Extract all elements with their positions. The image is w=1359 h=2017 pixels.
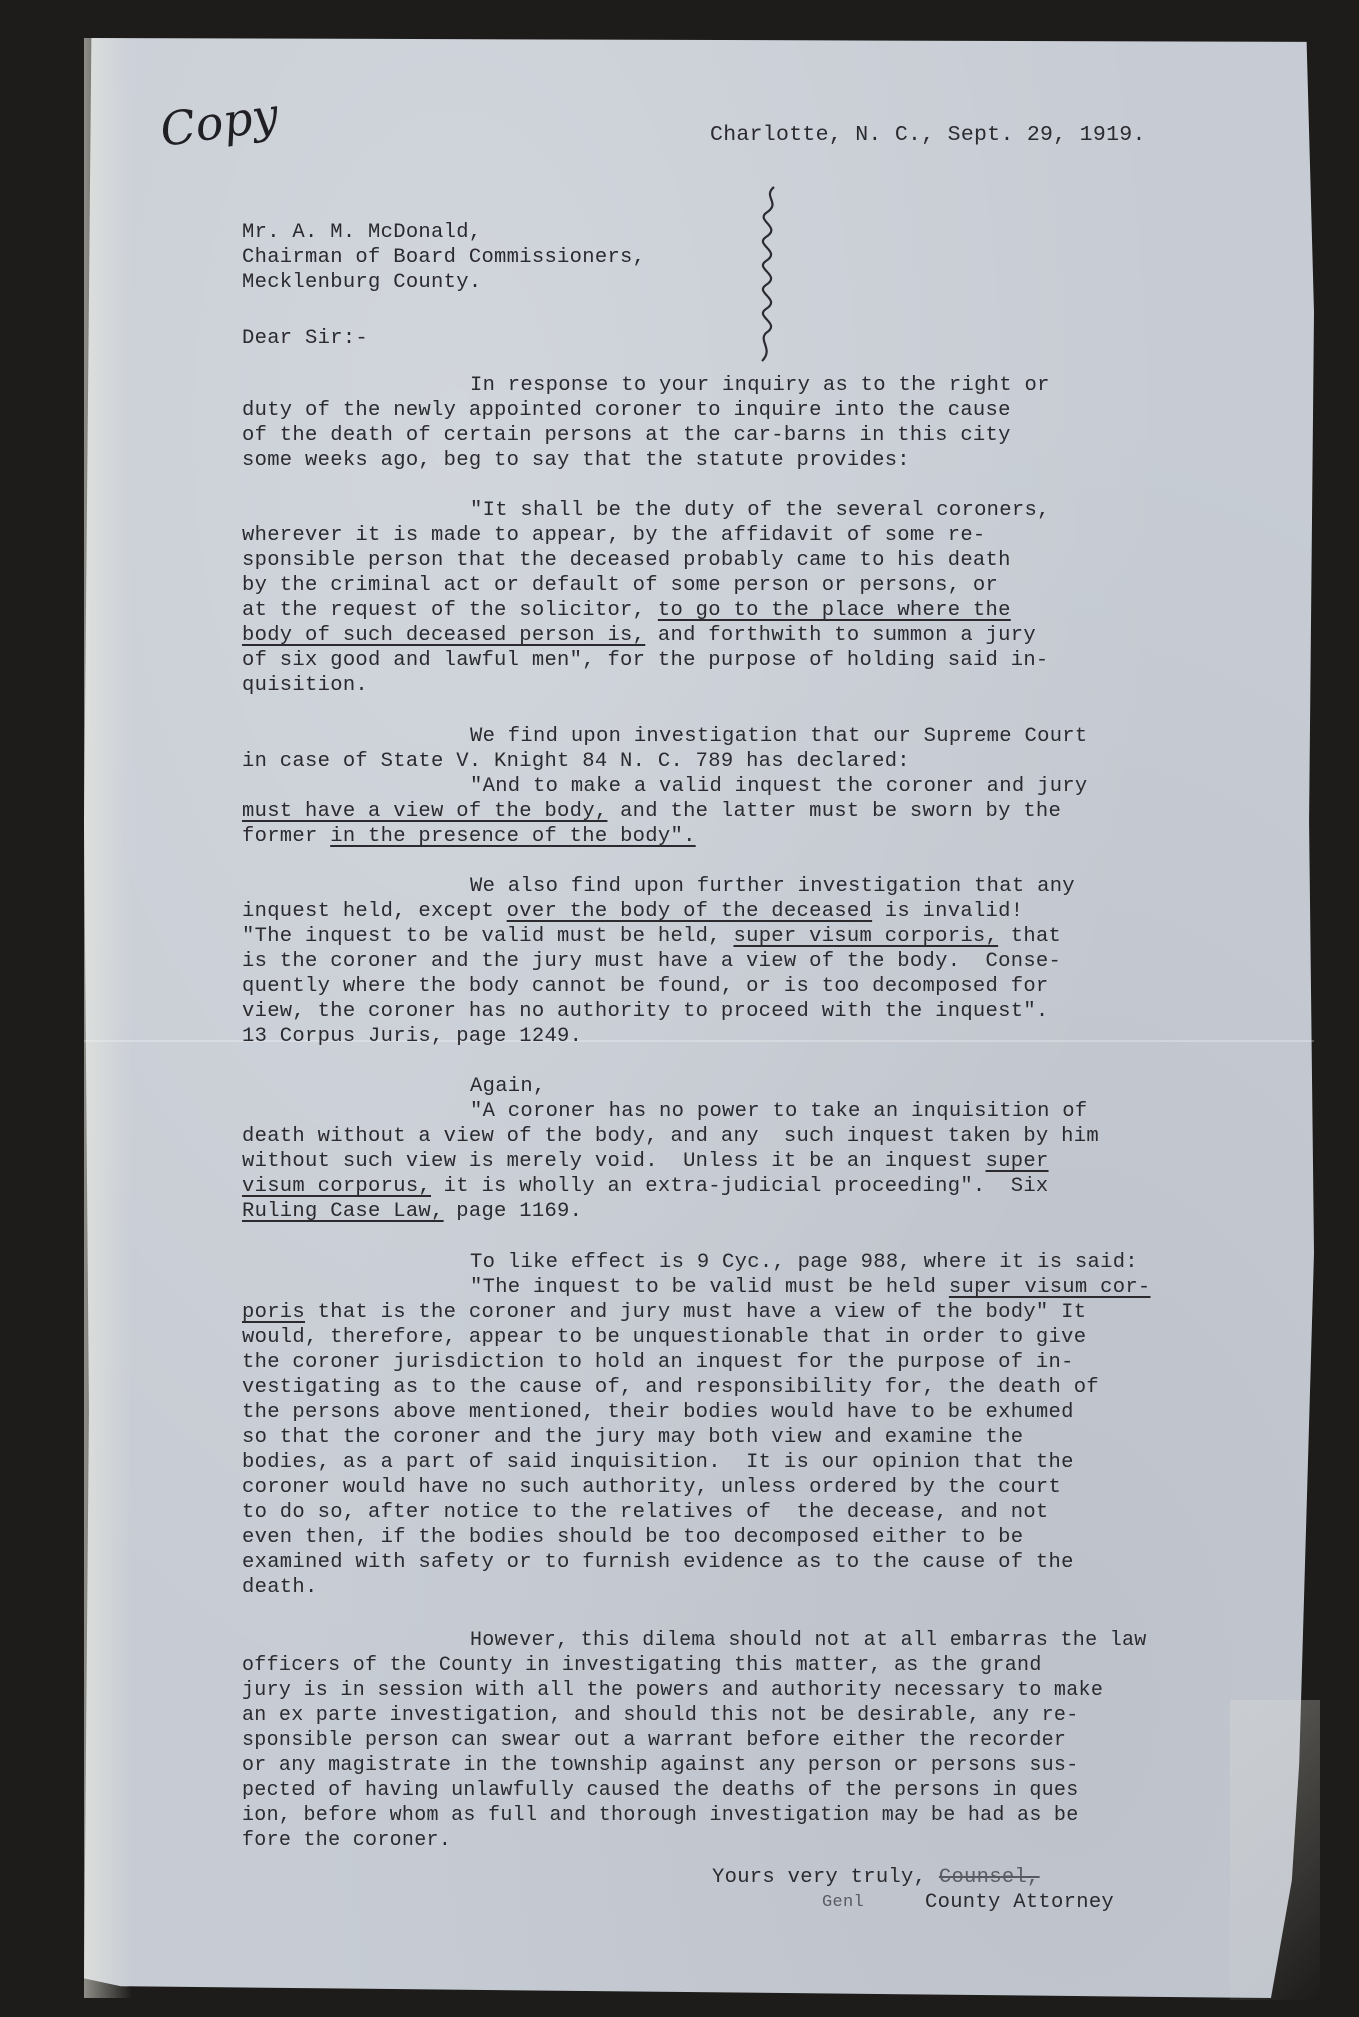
signature-faint-word: Genl — [822, 1893, 865, 1912]
paragraph-corpus-juris: We also find upon further investigation that any inquest held, except over the body of the deceased is invalid! "The inquest to be valid must be held, super visum corporis, that is the coroner and the jury must have a view of the body. Conse- quently where the body cannot be found, or is too decomposed for view, the coroner has no authority to proceed with the inquest". 13 Corpus Juris, page 1249. — [242, 875, 1075, 1048]
signature-title: County Attorney — [925, 1891, 1115, 1914]
paragraph-grand-jury: However, this dilema should not at all embarras the law officers of the County in investigating this matter, as the grand jury is in session with all the powers and authority necessary to make an ex parte investigation, and should this not be desirable, any re- sponsible person can swear out a warrant before either the recorder or any magistrate in the township against any person or persons sus- pected of having unlawfully caused the deaths of the persons in ques ion, before whom as full and thorough investigation may be had as be fore the coroner. — [242, 1629, 1147, 1852]
paragraph-intro: In response to your inquiry as to the right or duty of the newly appointed coroner to inquire into the cause of the death of certain persons at the car-barns in this city some weeks ago, beg to say that the statute provides: — [242, 374, 1050, 472]
paragraph-ruling-case-law: Again, "A coroner has no power to take an inquisition of death without a view of the body, and any such inquest taken by him without such view is merely void. Unless it be an inquest super visum corporus, it is wholly an extra-judicial proceeding". Six Ruling Case Law, page 1169. — [242, 1075, 1099, 1223]
salutation: Dear Sir:- — [242, 327, 369, 350]
address-line: Chairman of Board Commissioners, — [242, 246, 646, 269]
handwritten-copy-mark: Copy — [156, 87, 282, 157]
paragraph-supreme-court: We find upon investigation that our Supreme Court in case of State V. Knight 84 N. C. 789 has declared: "And to make a valid inquest the coroner and jury must have a view of the body, and the latter must be sworn by the former in the presence of the body". — [242, 725, 1088, 848]
address-line: Mr. A. M. McDonald, — [242, 221, 482, 244]
closing-phrase: Yours very truly, — [712, 1866, 927, 1889]
ink-scribble-icon — [752, 185, 792, 365]
paragraph-cyc: To like effect is 9 Cyc., page 988, where it is said: "The inquest to be valid must be held super visum cor- poris that is the coroner and jury must have a view of the body" It would, therefore, appear to be unquestionable that in order to give the coroner jurisdiction to hold an inquest for the purpose of in- vestigating as to the cause of, and responsibility for, the death of the persons above mentioned, their bodies would have to be exhumed so that the coroner and the jury may both view and examine the bodies, as a part of said inquisition. It is our opinion that the coroner would have no such authority, unless ordered by the court to do so, after notice to the relatives of the decease, and not even then, if the bodies should be too decomposed either to be examined with safety or to furnish evidence as to the cause of the death. — [242, 1251, 1151, 1599]
dateline: Charlotte, N. C., Sept. 29, 1919. — [710, 123, 1146, 147]
address-line: Mecklenburg County. — [242, 271, 482, 294]
recipient-address — [242, 220, 645, 295]
closing-crossed-word: Counsel, — [938, 1866, 1040, 1889]
quote-statute: "It shall be the duty of the several coroners, wherever it is made to appear, by the affidavit of some re- sponsible person that the deceased probably came to his death by the criminal act or default of some person or persons, or at the request of the solicitor, to go to the place where the body of such deceased person is, and forthwith to summon a jury of six good and lawful men", for the purpose of holding said in- quisition. — [242, 499, 1050, 697]
closing — [712, 1865, 1040, 1890]
